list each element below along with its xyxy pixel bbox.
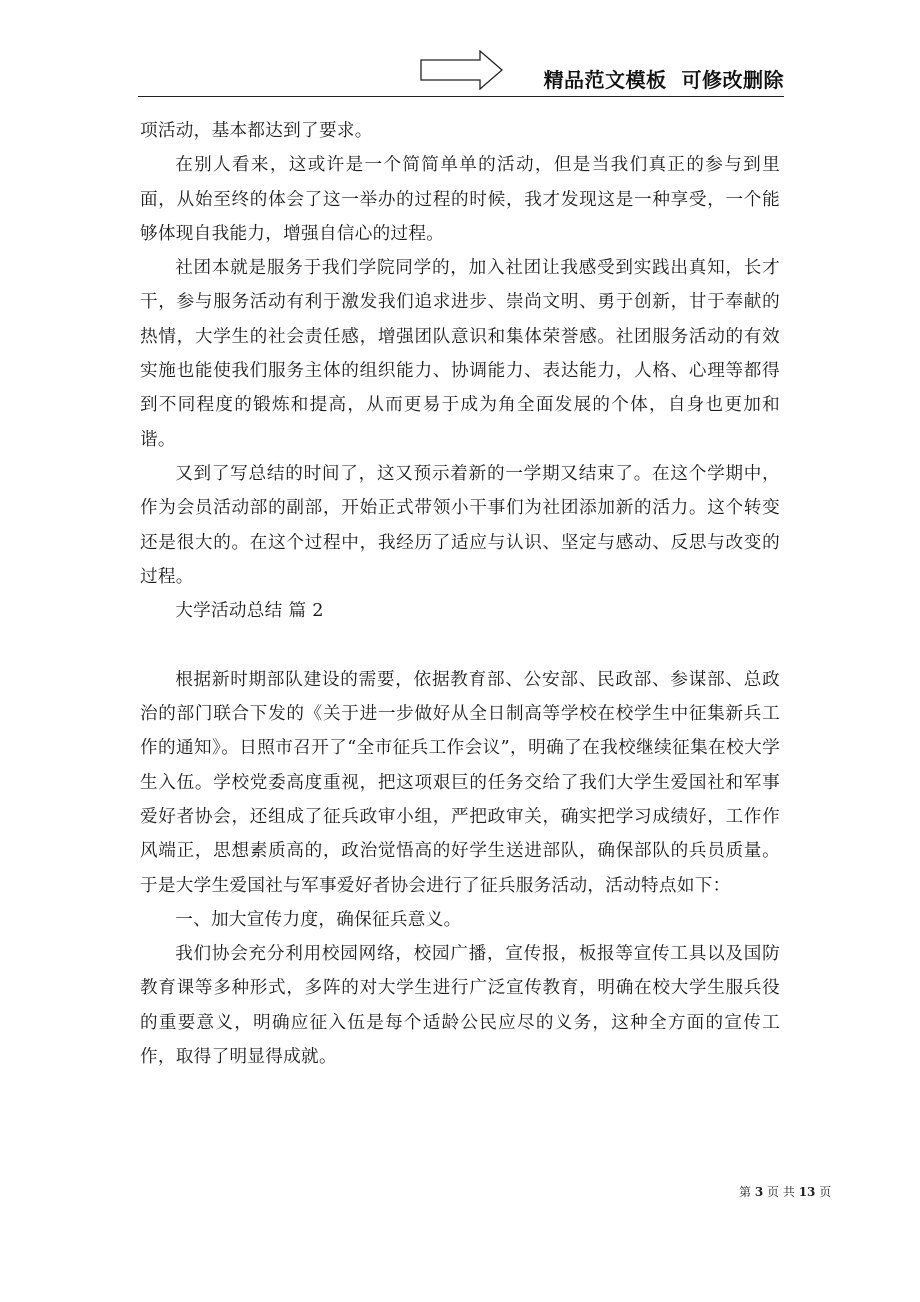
page-number-suffix: 页 [819, 1185, 832, 1199]
paragraph-continuation: 项活动，基本都达到了要求。 [140, 121, 373, 141]
document-body [140, 114, 780, 1074]
right-arrow-icon [420, 50, 504, 90]
paragraph: 我们协会充分利用校园网络，校园广播，宣传报，板报等宣传工具以及国防教育课等多种形式，多阵的对大学生进行广泛宣传教育，明确在校大学生服兵役的重要意义，明确应征入伍是每个适龄公民应尽的义务，这种全方面的宣传工作，取得了明显得成就。 [140, 944, 780, 1068]
paragraph: 社团本就是服务于我们学院同学的，加入社团让我感受到实践出真知，长才干，参与服务活动有利于激发我们追求进步、崇尚文明、勇于创新，甘于奉献的热情，大学生的社会责任感，增强团队意识和集体荣誉感。社团服务活动的有效实施也能使我们服务主体的组织能力、协调能力、表达能力，人格、心理等都得到不同程度的锻炼和提高，从而更易于成为角全面发展的个体，自身也更加和谐。 [140, 258, 780, 450]
current-page: 3 [754, 1185, 764, 1199]
page-number [739, 1183, 831, 1200]
page-number-prefix: 第 [739, 1185, 752, 1199]
paragraph: 又到了写总结的时间了，这又预示着新的一学期又结束了。在这个学期中，作为会员活动部的副部，开始正式带领小干事们为社团添加新的活力。这个转变还是很大的。在这个过程中，我经历了适应与认识、坚定与感动、反思与改变的过程。 [140, 463, 780, 587]
subheading: 一、加大宣传力度，确保征兵意义。 [175, 909, 462, 930]
paragraph: 在别人看来，这或许是一个简简单单的活动，但是当我们真正的参与到里面，从始至终的体会了这一举办的过程的时候，我才发现这是一种享受，一个能够体现自我能力，增强自信心的过程。 [140, 155, 780, 244]
header-divider [138, 96, 784, 97]
page-number-middle: 页 共 [767, 1185, 795, 1199]
header-title: 精品范文模板 可修改删除 [543, 68, 784, 92]
page-header [138, 50, 784, 98]
section-heading: 大学活动总结 篇 2 [175, 601, 324, 622]
paragraph: 根据新时期部队建设的需要，依据教育部、公安部、民政部、参谋部、总政治的部门联合下发的《关于进一步做好从全日制高等学校在校学生中征集新兵工作的通知》。日照市召开了“全市征兵工作会议”，明确了在我校继续征集在校大学生入伍。学校党委高度重视，把这项艰巨的任务交给了我们大学生爱国社和军事爱好者协会，还组成了征兵政审小组，严把政审关，确实把学习成绩好，工作作风端正，思想素质高的，政治觉悟高的好学生送进部队，确保部队的兵员质量。于是大学生爱国社与军事爱好者协会进行了征兵服务活动，活动特点如下： [140, 669, 780, 896]
total-pages: 13 [798, 1185, 816, 1199]
